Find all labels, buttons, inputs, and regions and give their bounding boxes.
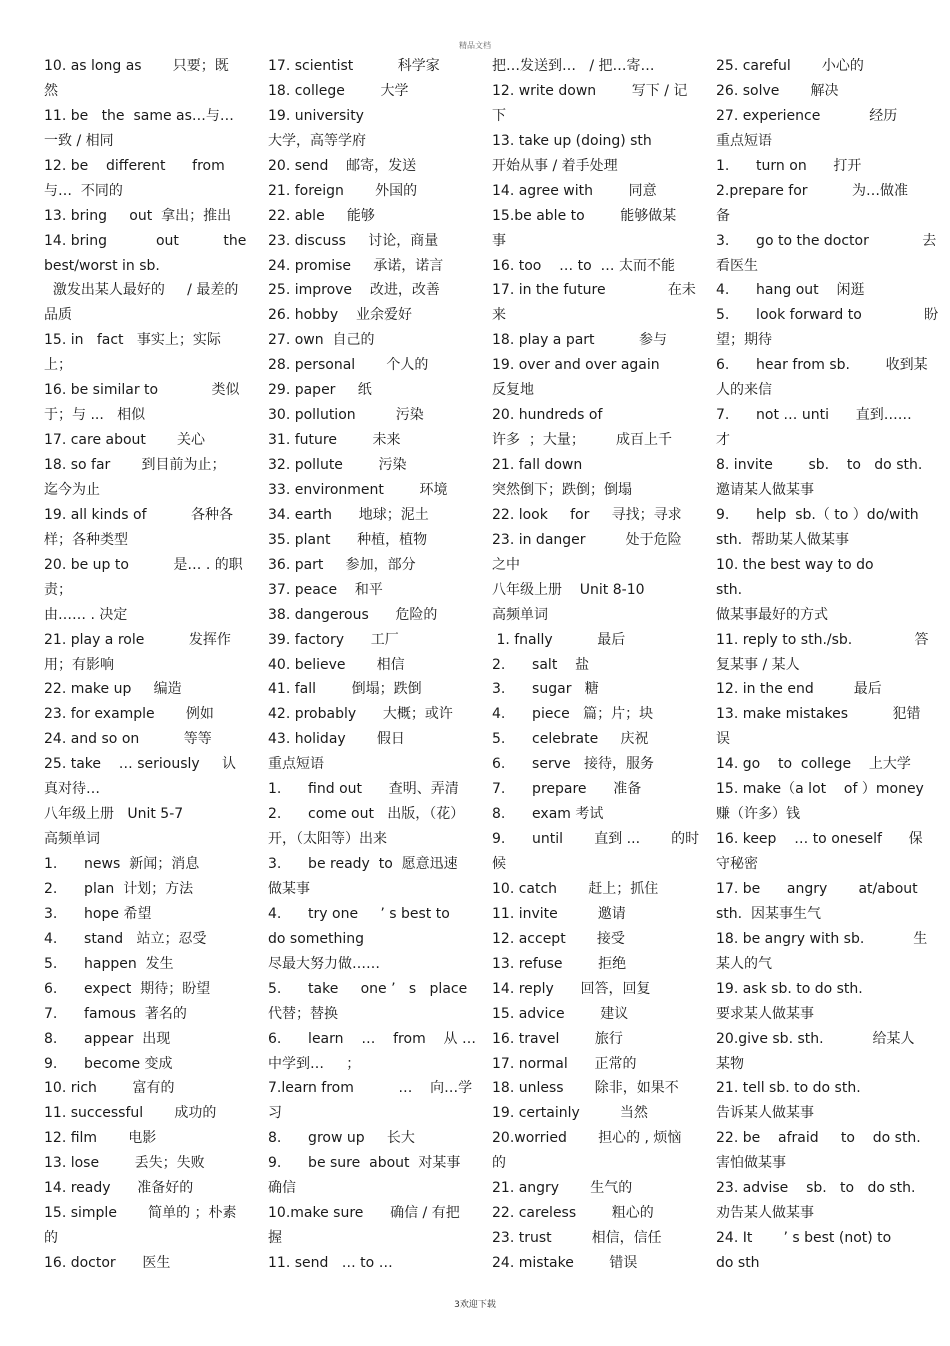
- text-line: 33. environment 环境: [268, 481, 448, 498]
- text-line: 3. sugar 糖: [492, 681, 599, 698]
- text-line: 高频单词: [44, 831, 100, 848]
- text-line: 15. simple 简单的 ；朴素: [44, 1205, 237, 1222]
- text-line: 15.be able to 能够做某: [492, 207, 677, 224]
- text-line: 10. the best way to do: [716, 556, 874, 573]
- text-line: 与… 不同的: [44, 182, 123, 199]
- text-line: 要求某人做某事: [716, 1005, 814, 1022]
- text-line: 22. make up 编造: [44, 681, 182, 698]
- text-line: 1. news 新闻；消息: [44, 856, 200, 872]
- text-line: 15. advice 建议: [492, 1005, 629, 1022]
- text-line: 7. not … unti 直到……: [716, 407, 912, 424]
- text-line: 做某事最好的方式: [716, 606, 828, 623]
- text-line: 代替；替换: [268, 1005, 338, 1022]
- text-line: 20. be up to 是… . 的职: [44, 556, 243, 573]
- page-header: 精品文档: [459, 41, 491, 50]
- text-line: 12. accept 接受: [492, 930, 625, 947]
- text-line: 19. all kinds of 各种各: [44, 506, 234, 523]
- text-line: do something: [268, 930, 365, 947]
- text-line: 守秘密: [716, 856, 758, 872]
- text-line: 16. doctor 医生: [44, 1255, 171, 1271]
- text-line: 13. lose 丢失；失败: [44, 1155, 205, 1172]
- text-line: 人的来信: [716, 382, 772, 399]
- text-line: 9. help sb.（ to ）do/with: [716, 506, 919, 523]
- text-line: 重点短语: [716, 132, 772, 149]
- text-line: 20. hundreds of: [492, 407, 603, 424]
- column-4: [716, 54, 939, 1276]
- text-line: 5. look forward to 盼: [716, 307, 939, 324]
- text-line: 候: [492, 856, 506, 872]
- text-line: 21. angry 生气的: [492, 1180, 633, 1197]
- text-line: 4. hang out 闲逛: [716, 282, 865, 299]
- text-line: 41. fall 倒塌；跌倒: [268, 681, 422, 698]
- page-footer: 3欢迎下载: [454, 1300, 496, 1310]
- column-2: [268, 54, 476, 1276]
- text-line: 3. be ready to 愿意迅速: [268, 856, 458, 872]
- text-line: 18. play a part 参与: [492, 332, 668, 349]
- text-line: 1. fnally 最后: [492, 631, 626, 648]
- text-line: 38. dangerous 危险的: [268, 606, 438, 623]
- text-line: 39. factory 工厂: [268, 631, 399, 648]
- text-line: 26. hobby 业余爱好: [268, 307, 413, 324]
- text-line: 事: [492, 232, 506, 249]
- text-line: 18. be angry with sb. 生: [716, 930, 928, 947]
- text-line: 6. learn … from 从 …: [268, 1030, 476, 1047]
- text-line: 突然倒下；跌倒；倒塌: [492, 481, 632, 498]
- text-line: do sth: [716, 1255, 760, 1271]
- text-line: 1. find out 查明、弄清: [268, 781, 459, 798]
- text-line: 16. be similar to 类似: [44, 382, 240, 399]
- text-line: 24. and so on 等等: [44, 731, 212, 748]
- text-line: 8. exam 考试: [492, 806, 604, 823]
- text-line: 八年级上册 Unit 8-10: [492, 581, 645, 598]
- text-line: 23. advise sb. to do sth.: [716, 1180, 916, 1197]
- text-line: 样；各种类型: [44, 531, 128, 548]
- text-line: 激发出某人最好的 / 最差的: [44, 282, 239, 299]
- text-line: 21. fall down: [492, 457, 583, 473]
- text-line: sth. 因某事生气: [716, 905, 822, 922]
- text-line: 12. write down 写下 / 记: [492, 82, 688, 99]
- text-line: 某人的气: [716, 955, 772, 972]
- text-line: 6. expect 期待；盼望: [44, 980, 211, 997]
- text-line: 责；: [44, 581, 72, 598]
- text-line: 11. invite 邀请: [492, 905, 626, 922]
- text-line: 的: [492, 1155, 506, 1172]
- text-line: 把…发送到… / 把…寄…: [492, 58, 655, 74]
- text-line: 劝告某人做某事: [716, 1205, 814, 1222]
- text-line: 22. be afraid to do sth.: [716, 1130, 921, 1147]
- text-line: 19. ask sb. to do sth.: [716, 980, 863, 997]
- text-line: 上；: [44, 357, 72, 374]
- text-line: sth. 帮助某人做某事: [716, 531, 850, 548]
- text-line: 大学，高等学府: [268, 132, 366, 149]
- text-line: 21. foreign 外国的: [268, 182, 418, 199]
- text-line: 16. keep … to oneself 保: [716, 831, 923, 848]
- text-line: 迄今为止: [44, 481, 100, 498]
- text-line: sth.: [716, 581, 743, 598]
- text-line: 24. promise 承诺，诺言: [268, 257, 444, 274]
- text-line: 7. prepare 准备: [492, 781, 642, 798]
- text-line: 16. travel 旅行: [492, 1030, 623, 1047]
- text-line: 的: [44, 1230, 58, 1247]
- text-line: 复某事 / 某人: [716, 656, 800, 673]
- column-1: [44, 54, 247, 1276]
- text-line: 21. tell sb. to do sth.: [716, 1080, 861, 1097]
- text-line: 14. go to college 上大学: [716, 756, 911, 773]
- text-line: 10. catch 赶上；抓住: [492, 880, 659, 897]
- text-line: 15. in fact 事实上；实际: [44, 332, 221, 349]
- text-line: 高频单词: [492, 606, 548, 623]
- text-line: 8. invite sb. to do sth.: [716, 457, 923, 473]
- text-line: 1. turn on 打开: [716, 157, 862, 174]
- text-line: 22. able 能够: [268, 207, 375, 224]
- text-line: 7.learn from … 向…学: [268, 1080, 473, 1097]
- text-line: 18. unless 除非，如果不: [492, 1080, 679, 1097]
- text-line: 2. salt 盐: [492, 656, 590, 673]
- text-line: 品质: [44, 307, 72, 324]
- text-line: 17. normal 正常的: [492, 1055, 637, 1072]
- text-line: 15. make（a lot of ）money: [716, 781, 924, 798]
- text-line: 5. take one ’ s place: [268, 980, 468, 997]
- text-line: 2. come out 出版，（花）: [268, 806, 465, 823]
- text-line: 12. in the end 最后: [716, 681, 882, 698]
- text-line: 下: [492, 107, 506, 124]
- text-line: 36. part 参加，部分: [268, 556, 416, 573]
- text-line: 13. bring out 拿出；推出: [44, 207, 232, 224]
- text-line: 10. rich 富有的: [44, 1080, 175, 1097]
- text-line: 23. trust 相信，信任: [492, 1230, 662, 1247]
- text-line: 23. discuss 讨论，商量: [268, 232, 439, 249]
- text-line: 35. plant 种植，植物: [268, 531, 428, 548]
- text-line: 5. happen 发生: [44, 955, 174, 972]
- column-3: [492, 54, 700, 1276]
- text-line: 3. hope 希望: [44, 905, 152, 922]
- text-line: 之中: [492, 556, 520, 573]
- text-line: 30. pollution 污染: [268, 407, 424, 424]
- text-line: 25. take … seriously 认: [44, 756, 236, 773]
- vocabulary-columns: [44, 54, 939, 1276]
- text-line: 40. believe 相信: [268, 656, 405, 673]
- text-line: 20.give sb. sth. 给某人: [716, 1030, 915, 1047]
- text-line: 25. careful 小心的: [716, 58, 864, 74]
- text-line: 3. go to the doctor 去: [716, 232, 937, 249]
- text-line: 17. scientist 科学家: [268, 58, 440, 74]
- text-line: 37. peace 和平: [268, 581, 383, 598]
- text-line: 于；与 ... 相似: [44, 407, 146, 424]
- text-line: 八年级上册 Unit 5-7: [44, 806, 184, 823]
- text-line: 7. famous 著名的: [44, 1005, 187, 1022]
- text-line: 32. pollute 污染: [268, 457, 407, 473]
- text-line: 21. play a role 发挥作: [44, 631, 231, 648]
- text-line: 开始从事 / 着手处理: [492, 157, 618, 174]
- text-line: 6. serve 接待，服务: [492, 756, 654, 773]
- text-line: 12. be different from: [44, 157, 225, 174]
- text-line: 一致 / 相同: [44, 132, 114, 149]
- text-line: 4. piece 篇；片；块: [492, 706, 654, 723]
- text-line: 9. be sure about 对某事: [268, 1155, 461, 1172]
- text-line: 2. plan 计划；方法: [44, 880, 194, 897]
- text-line: 28. personal 个人的: [268, 357, 429, 374]
- text-line: 害怕做某事: [716, 1155, 786, 1172]
- text-line: 做某事: [268, 880, 310, 897]
- text-line: 8. appear 出现: [44, 1030, 171, 1047]
- text-line: 6. hear from sb. 收到某: [716, 357, 928, 374]
- text-line: 9. become 变成: [44, 1055, 173, 1072]
- text-line: 18. so far 到目前为止；: [44, 457, 226, 473]
- text-line: 中学到… ；: [268, 1055, 361, 1072]
- text-line: 开，（太阳等）出来: [268, 831, 387, 848]
- text-line: 误: [716, 731, 730, 748]
- text-line: 望；期待: [716, 332, 772, 349]
- text-line: 备: [716, 207, 730, 224]
- text-line: 才: [716, 432, 730, 449]
- text-line: 习: [268, 1105, 282, 1122]
- text-line: 4. stand 站立；忍受: [44, 930, 207, 947]
- text-line: 23. for example 例如: [44, 706, 214, 723]
- text-line: 24. mistake 错误: [492, 1255, 638, 1271]
- text-line: 17. be angry at/about: [716, 880, 918, 897]
- text-line: 27. own 自己的: [268, 332, 375, 349]
- text-line: 14. bring out the: [44, 232, 247, 249]
- text-line: 尽最大努力做……: [268, 955, 380, 972]
- text-line: 13. make mistakes 犯错: [716, 706, 921, 723]
- text-line: 14. reply 回答，回复: [492, 980, 651, 997]
- text-line: 26. solve 解决: [716, 82, 839, 99]
- text-line: 11. successful 成功的: [44, 1105, 217, 1122]
- text-line: 用；有影响: [44, 656, 114, 673]
- text-line: 22. careless 粗心的: [492, 1205, 654, 1222]
- text-line: 22. look for 寻找；寻求: [492, 506, 682, 523]
- text-line: 10.make sure 确信 / 有把: [268, 1205, 460, 1222]
- text-line: 4. try one ’ s best to: [268, 905, 450, 922]
- text-line: 29. paper 纸: [268, 382, 372, 399]
- text-line: 17. care about 关心: [44, 432, 206, 449]
- text-line: 19. university: [268, 107, 364, 124]
- text-line: 由…… . 决定: [44, 606, 128, 623]
- text-line: 14. agree with 同意: [492, 182, 657, 199]
- text-line: 邀请某人做某事: [716, 481, 814, 498]
- text-line: 25. improve 改进，改善: [268, 282, 440, 299]
- text-line: 来: [492, 307, 506, 324]
- text-line: 赚（许多）钱: [716, 806, 800, 823]
- text-line: 13. take up (doing) sth: [492, 132, 652, 149]
- text-line: 27. experience 经历: [716, 107, 898, 124]
- text-line: 某物: [716, 1055, 744, 1072]
- text-line: best/worst in sb.: [44, 257, 160, 274]
- text-line: 重点短语: [268, 756, 324, 773]
- text-line: 反复地: [492, 382, 534, 399]
- text-line: 18. college 大学: [268, 82, 409, 99]
- text-line: 31. future 未来: [268, 432, 401, 449]
- text-line: 16. too … to … 太而不能: [492, 257, 675, 274]
- text-line: 34. earth 地球；泥土: [268, 506, 429, 523]
- text-line: 真对待…: [44, 781, 100, 798]
- text-line: 12. film 电影: [44, 1130, 157, 1147]
- text-line: 42. probably 大概；或许: [268, 706, 453, 723]
- text-line: 11. reply to sth./sb. 答: [716, 631, 929, 648]
- text-line: 看医生: [716, 257, 758, 274]
- text-line: 19. certainly 当然: [492, 1105, 648, 1122]
- text-line: 确信: [268, 1180, 296, 1197]
- text-line: 许多 ；大量； 成百上千: [492, 432, 673, 449]
- text-line: 8. grow up 长大: [268, 1130, 415, 1147]
- text-line: 13. refuse 拒绝: [492, 955, 627, 972]
- text-line: 14. ready 准备好的: [44, 1180, 194, 1197]
- text-line: 43. holiday 假日: [268, 731, 405, 748]
- text-line: 握: [268, 1230, 282, 1247]
- text-line: 然: [44, 82, 58, 99]
- text-line: 19. over and over again: [492, 357, 660, 374]
- text-line: 2.prepare for 为…做准: [716, 182, 909, 199]
- text-line: 9. until 直到 ... 的时: [492, 831, 700, 848]
- text-line: 11. be the same as…与…: [44, 107, 234, 124]
- text-line: 20. send 邮寄，发送: [268, 157, 417, 174]
- text-line: 17. in the future 在未: [492, 282, 696, 299]
- text-line: 23. in danger 处于危险: [492, 531, 682, 548]
- text-line: 10. as long as 只要；既: [44, 58, 229, 74]
- text-line: 20.worried 担心的 , 烦恼: [492, 1130, 682, 1147]
- text-line: 24. It ’ s best (not) to: [716, 1230, 892, 1247]
- text-line: 告诉某人做某事: [716, 1105, 814, 1122]
- text-line: 11. send … to …: [268, 1255, 393, 1271]
- text-line: 5. celebrate 庆祝: [492, 731, 649, 748]
